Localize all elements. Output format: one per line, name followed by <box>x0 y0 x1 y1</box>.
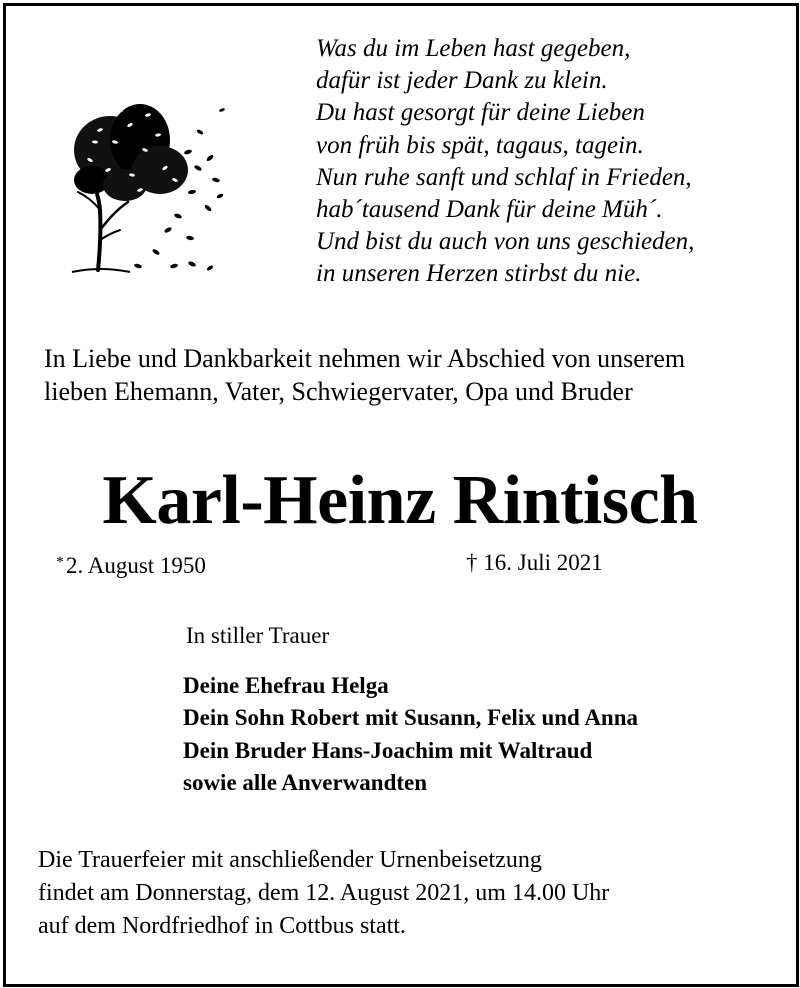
poem-line: dafür ist jeder Dank zu klein. <box>316 67 608 95</box>
mourner-line: Deine Ehefrau Helga <box>183 673 389 698</box>
tree-in-wind-icon <box>70 80 230 280</box>
service-line: Die Trauerfeier mit anschließender Urnenbeisetzung <box>38 847 542 873</box>
intro-line: In Liebe und Dankbarkeit nehmen wir Abschied von unserem <box>44 344 686 373</box>
poem-line: Und bist du auch von uns geschieden, <box>316 228 695 256</box>
birth-mark: * <box>56 554 64 571</box>
intro-line: lieben Ehemann, Vater, Schwiegervater, Opa und Bruder <box>44 377 633 406</box>
service-info <box>38 844 778 943</box>
mourner-line: Dein Bruder Hans-Joachim mit Waltraud <box>183 737 593 763</box>
farewell-intro <box>44 342 784 408</box>
poem-line: hab´tausend Dank für deine Müh´. <box>316 196 663 224</box>
mourners-list <box>183 670 638 800</box>
service-line: auf dem Nordfriedhof in Cottbus statt. <box>38 913 406 939</box>
death-date: † 16. Juli 2021 <box>466 550 603 575</box>
poem-line: von früh bis spät, tagaus, tagein. <box>316 131 644 159</box>
poem-line: Nun ruhe sanft und schlaf in Frieden, <box>316 163 692 191</box>
service-line: findet am Donnerstag, dem 12. August 2021, um 14.00 Uhr <box>38 880 610 906</box>
poem-line: Du hast gesorgt für deine Lieben <box>316 99 645 127</box>
birth-date-line <box>56 548 206 581</box>
mourning-intro: In stiller Trauer <box>186 623 330 648</box>
poem <box>316 33 776 291</box>
mourner-line: sowie alle Anverwandten <box>183 770 428 796</box>
poem-line: in unseren Herzen stirbst du nie. <box>316 260 642 288</box>
deceased-name: Karl-Heinz Rintisch <box>102 462 698 539</box>
mourner-line: Dein Sohn Robert mit Susann, Felix und Anna <box>183 705 639 731</box>
birth-date: 2. August 1950 <box>66 553 206 578</box>
poem-line: Was du im Leben hast gegeben, <box>316 35 631 62</box>
